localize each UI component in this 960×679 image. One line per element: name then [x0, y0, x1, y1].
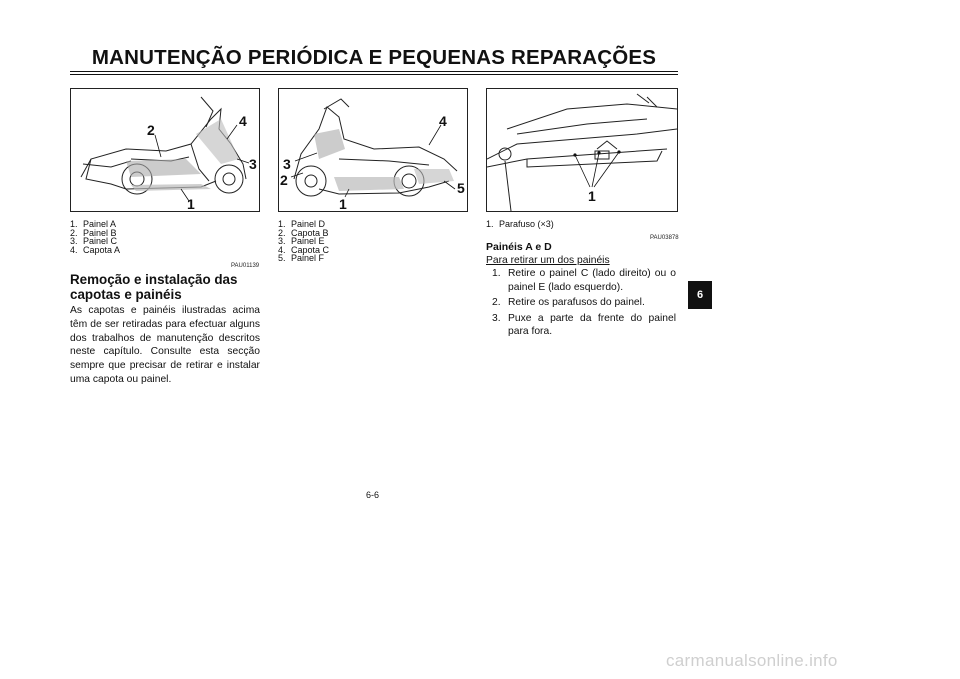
callout-5: 5: [457, 180, 465, 196]
title-rule: [70, 74, 678, 75]
section-heading: Remoção e instalação das capotas e painéis: [70, 272, 238, 302]
legend-item: 1. Parafuso (×3): [486, 219, 554, 229]
panel-detail-illustration: [487, 89, 677, 211]
list-item: 2. Retire os parafusos do painel.: [492, 297, 645, 308]
callout-3: 3: [249, 156, 257, 172]
page-number: 6-6: [366, 490, 380, 500]
list-item: 1. Retire o painel C (lado direito) ou o painel E (lado esquerdo).: [492, 268, 676, 293]
callout-2: 2: [280, 172, 288, 188]
legend-item: 1. Painel D: [278, 219, 326, 229]
reference-code: PAU03878: [650, 235, 679, 241]
list-item: 3. Puxe a parte da frente do painel para fora.: [492, 312, 676, 337]
figure-legend: [278, 220, 329, 263]
callout-3: 3: [283, 156, 291, 172]
scooter-right-illustration: [71, 89, 259, 211]
reference-code: PAU01139: [231, 263, 260, 269]
callout-2: 2: [147, 122, 155, 138]
subsection-heading: Painéis A e D: [486, 241, 552, 253]
figure-panel-screws: [486, 88, 678, 212]
scooter-left-illustration: [279, 89, 467, 211]
callout-4: 4: [239, 113, 247, 129]
procedure-steps: [486, 267, 676, 341]
chapter-tab: 6: [688, 281, 712, 309]
callout-4: 4: [439, 113, 447, 129]
legend-item: 2. Painel B: [70, 227, 117, 238]
figure-legend: [486, 220, 554, 229]
title-rule: [70, 71, 678, 72]
legend-item: 4. Capota A: [70, 244, 121, 255]
procedure-title: Para retirar um dos painéis: [486, 255, 610, 266]
legend-item: 4. Capota C: [278, 244, 330, 255]
figure-scooter-right-side: [70, 88, 260, 212]
section-body: As capotas e painéis ilustradas acima têm de ser retiradas para efectuar alguns dos trabalhos de manutenção descritos neste capítulo. Consulte esta secção sempre que precisar de retirar e instalar uma capota ou painel.: [70, 305, 260, 385]
legend-item: 3. Painel E: [278, 236, 325, 247]
legend-item: 3. Painel C: [70, 236, 118, 247]
figure-legend: [70, 220, 120, 254]
watermark: carmanualsonline.info: [666, 651, 838, 670]
legend-item: 2. Capota B: [278, 227, 329, 238]
legend-item: 5. Painel F: [278, 253, 325, 264]
legend-item: 1. Painel A: [70, 219, 117, 229]
callout-1: 1: [187, 196, 195, 211]
callout-1: 1: [339, 196, 347, 211]
callout-1: 1: [588, 188, 596, 204]
figure-scooter-left-side: [278, 88, 468, 212]
page-title: MANUTENÇÃO PERIÓDICA E PEQUENAS REPARAÇÕES: [91, 46, 657, 69]
